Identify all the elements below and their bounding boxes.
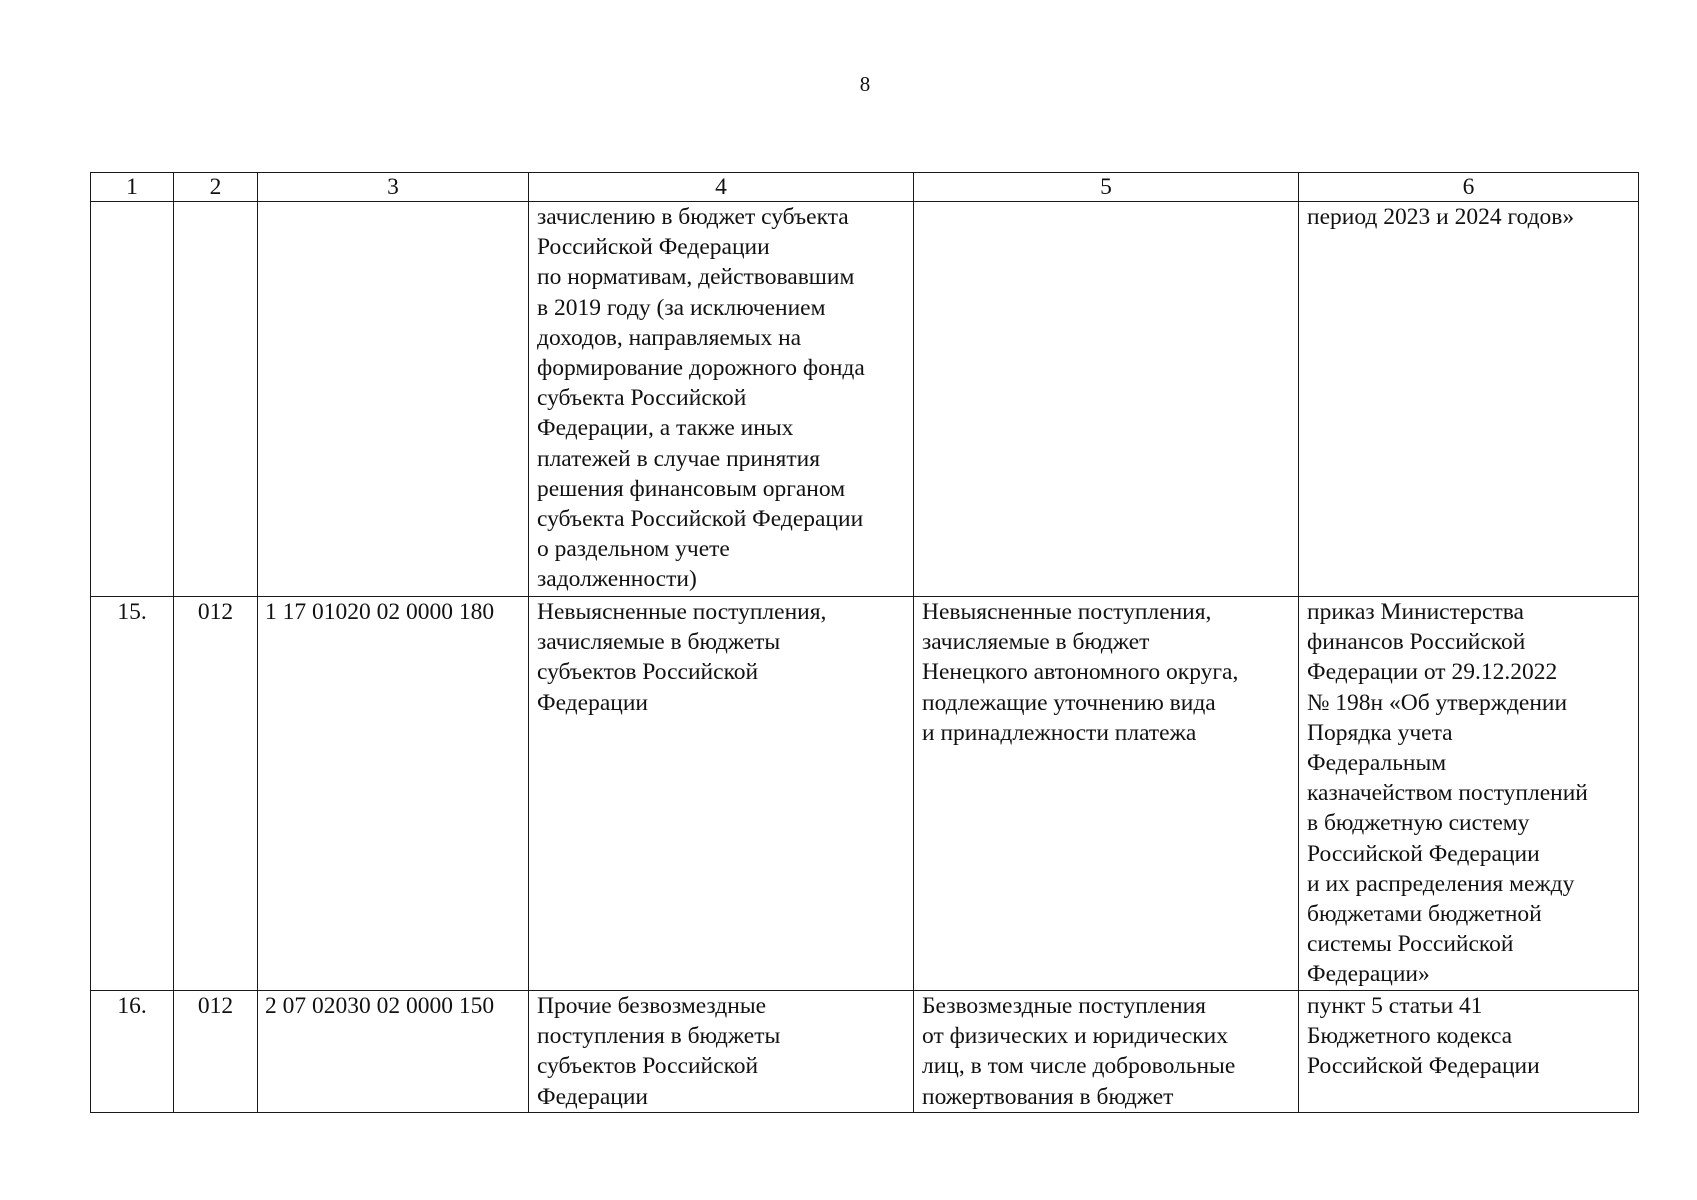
- regional-income-name-cell: Безвозмездные поступления от физических и юридических лиц, в том числе добровольные пожертвования в бюджет: [914, 991, 1299, 1113]
- regional-income-name-cell: Невыясненные поступления, зачисляемые в бюджет Ненецкого автономного округа, подлежащие уточнению вида и принадлежности платежа: [914, 597, 1299, 991]
- income-name-cell: Невыясненные поступления, зачисляемые в бюджеты субъектов Российской Федерации: [529, 597, 914, 991]
- income-name-cell: Прочие безвозмездные поступления в бюджеты субъектов Российской Федерации: [529, 991, 914, 1113]
- regional-income-name-cell: [914, 202, 1299, 597]
- row-number-cell: 15.: [91, 597, 174, 991]
- admin-code-cell: 012: [174, 597, 258, 991]
- admin-code-cell: 012: [174, 991, 258, 1113]
- table-row: [91, 597, 1639, 991]
- column-header-3: 3: [258, 173, 529, 202]
- document-table: [90, 172, 1639, 1113]
- row-number-cell: 16.: [91, 991, 174, 1113]
- table-row: [91, 991, 1639, 1113]
- row-number-cell: [91, 202, 174, 597]
- admin-code-cell: [174, 202, 258, 597]
- page-number: 8: [859, 72, 871, 96]
- legal-basis-cell: приказ Министерства финансов Российской Федерации от 29.12.2022 № 198н «Об утверждении Порядка учета Федеральным казначейством поступлений в бюджетную систему Российской Федерации и их распределения между бюджетами бюджетной системы Российской Федерации»: [1299, 597, 1639, 991]
- column-header-6: 6: [1299, 173, 1639, 202]
- kbk-code-cell: 1 17 01020 02 0000 180: [258, 597, 529, 991]
- column-header-2: 2: [174, 173, 258, 202]
- column-header-1: 1: [91, 173, 174, 202]
- income-name-cell: зачислению в бюджет субъекта Российской Федерации по нормативам, действовавшим в 2019 году (за исключением доходов, направляемых на формирование дорожного фонда субъекта Российской Федерации, а также иных платежей в случае принятия решения финансовым органом субъекта Российской Федерации о раздельном учете задолженности): [529, 202, 914, 597]
- kbk-code-cell: 2 07 02030 02 0000 150: [258, 991, 529, 1113]
- legal-basis-cell: период 2023 и 2024 годов»: [1299, 202, 1639, 597]
- legal-basis-cell: пункт 5 статьи 41 Бюджетного кодекса Российской Федерации: [1299, 991, 1639, 1113]
- table-header-row: [91, 173, 1639, 202]
- kbk-code-cell: [258, 202, 529, 597]
- table-row: [91, 202, 1639, 597]
- column-header-4: 4: [529, 173, 914, 202]
- column-header-5: 5: [914, 173, 1299, 202]
